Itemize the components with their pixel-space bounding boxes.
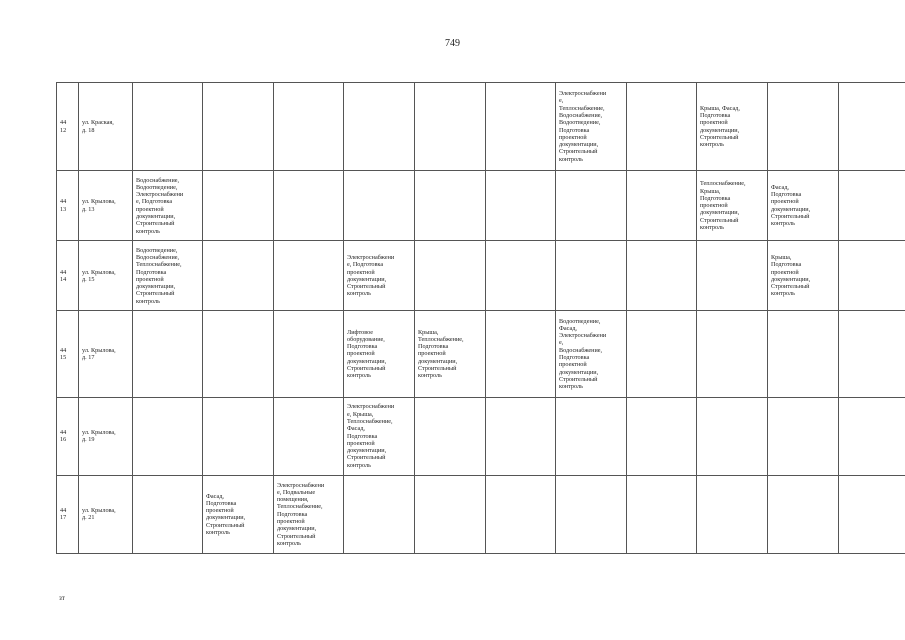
address-cell: ул. Крылова, д. 19 [79,397,133,475]
work-cell [203,241,274,311]
work-cell [486,311,556,397]
work-cell: Крыша, Подготовка проектной документации, Строительный контроль [768,241,839,311]
table-row [57,83,905,171]
work-cell [203,311,274,397]
work-cell [274,311,344,397]
work-cell [768,475,839,553]
work-cell [415,397,486,475]
work-cell [627,241,697,311]
work-cell: Теплоснабжение, Крыша, Подготовка проектной документации, Строительный контроль [697,171,768,241]
work-cell [627,311,697,397]
work-cell [768,311,839,397]
work-cell: Водоснабжение, Водоотведение, Электроснабжени е, Подготовка проектной документации, Строительный контроль [133,171,203,241]
work-cell [203,83,274,171]
work-cell: Фасад, Подготовка проектной документации, Строительный контроль [768,171,839,241]
work-cell [556,475,627,553]
work-cell: Крыша, Теплоснабжение, Подготовка проектной документации, Строительный контроль [415,311,486,397]
address-cell: ул. Краская, д. 18 [79,83,133,171]
row-number-cell: 44 13 [57,171,79,241]
row-number-cell: 44 12 [57,83,79,171]
work-cell [344,171,415,241]
work-cell [486,397,556,475]
address-cell: ул. Крылова, д. 15 [79,241,133,311]
work-cell [627,83,697,171]
work-cell [697,311,768,397]
work-cell [697,475,768,553]
work-cell: Водоотведение, Водоснабжение, Теплоснабжение, Подготовка проектной документации, Строительный контроль [133,241,203,311]
work-cell [415,475,486,553]
work-cell: Электроснабжени е, Подготовка проектной документации, Строительный контроль [344,241,415,311]
work-cell [768,83,839,171]
work-cell [839,475,905,553]
row-number-cell: 44 15 [57,311,79,397]
work-cell [274,171,344,241]
work-cell: Электроснабжени е, Подвальные помещения, Теплоснабжение, Подготовка проектной документации, Строительный контроль [274,475,344,553]
work-cell [839,311,905,397]
work-cell [486,83,556,171]
work-cell [556,171,627,241]
work-cell [486,171,556,241]
row-number-cell: 44 17 [57,475,79,553]
table-row [57,241,905,311]
work-cell [627,171,697,241]
work-cell [133,475,203,553]
work-cell: Водоотведение, Фасад, Электроснабжени е, Водоснабжение, Подготовка проектной документации, Строительный контроль [556,311,627,397]
work-cell: Крыша, Фасад, Подготовка проектной документации, Строительный контроль [697,83,768,171]
work-cell: Электроснабжени е, Крыша, Теплоснабжение, Фасад, Подготовка проектной документации, Строительный контроль [344,397,415,475]
work-cell: Лифтовое оборудование, Подготовка проектной документации, Строительный контроль [344,311,415,397]
work-cell [133,311,203,397]
work-cell [344,83,415,171]
work-cell [133,83,203,171]
address-cell: ул. Крылова, д. 17 [79,311,133,397]
work-cell [133,397,203,475]
work-cell [627,475,697,553]
work-cell [697,241,768,311]
work-cell [415,241,486,311]
work-cell [344,475,415,553]
address-cell: ул. Крылова, д. 21 [79,475,133,553]
work-cell [415,83,486,171]
work-cell [556,241,627,311]
work-cell: Фасад, Подготовка проектной документации, Строительный контроль [203,475,274,553]
work-cell [697,397,768,475]
table-row [57,171,905,241]
work-cell [486,475,556,553]
work-cell [839,171,905,241]
table-row [57,311,905,397]
work-cell [203,171,274,241]
address-cell: ул. Крылова, д. 13 [79,171,133,241]
work-cell: Электроснабжени е, Теплоснабжение, Водоснабжение, Водоотведение, Подготовка проектной документации, Строительный контроль [556,83,627,171]
table-row [57,475,905,553]
work-cell [274,397,344,475]
work-cell [556,397,627,475]
work-cell [274,83,344,171]
row-number-cell: 44 16 [57,397,79,475]
work-cell [768,397,839,475]
work-cell [839,83,905,171]
table-row [57,397,905,475]
work-cell [203,397,274,475]
table-body [57,83,905,554]
work-cell [627,397,697,475]
work-cell [415,171,486,241]
footer-mark: зт [59,594,65,602]
row-number-cell: 44 14 [57,241,79,311]
work-cell [274,241,344,311]
page-number: 749 [445,38,460,49]
work-cell [486,241,556,311]
works-table [56,82,905,554]
work-cell [839,397,905,475]
work-cell [839,241,905,311]
